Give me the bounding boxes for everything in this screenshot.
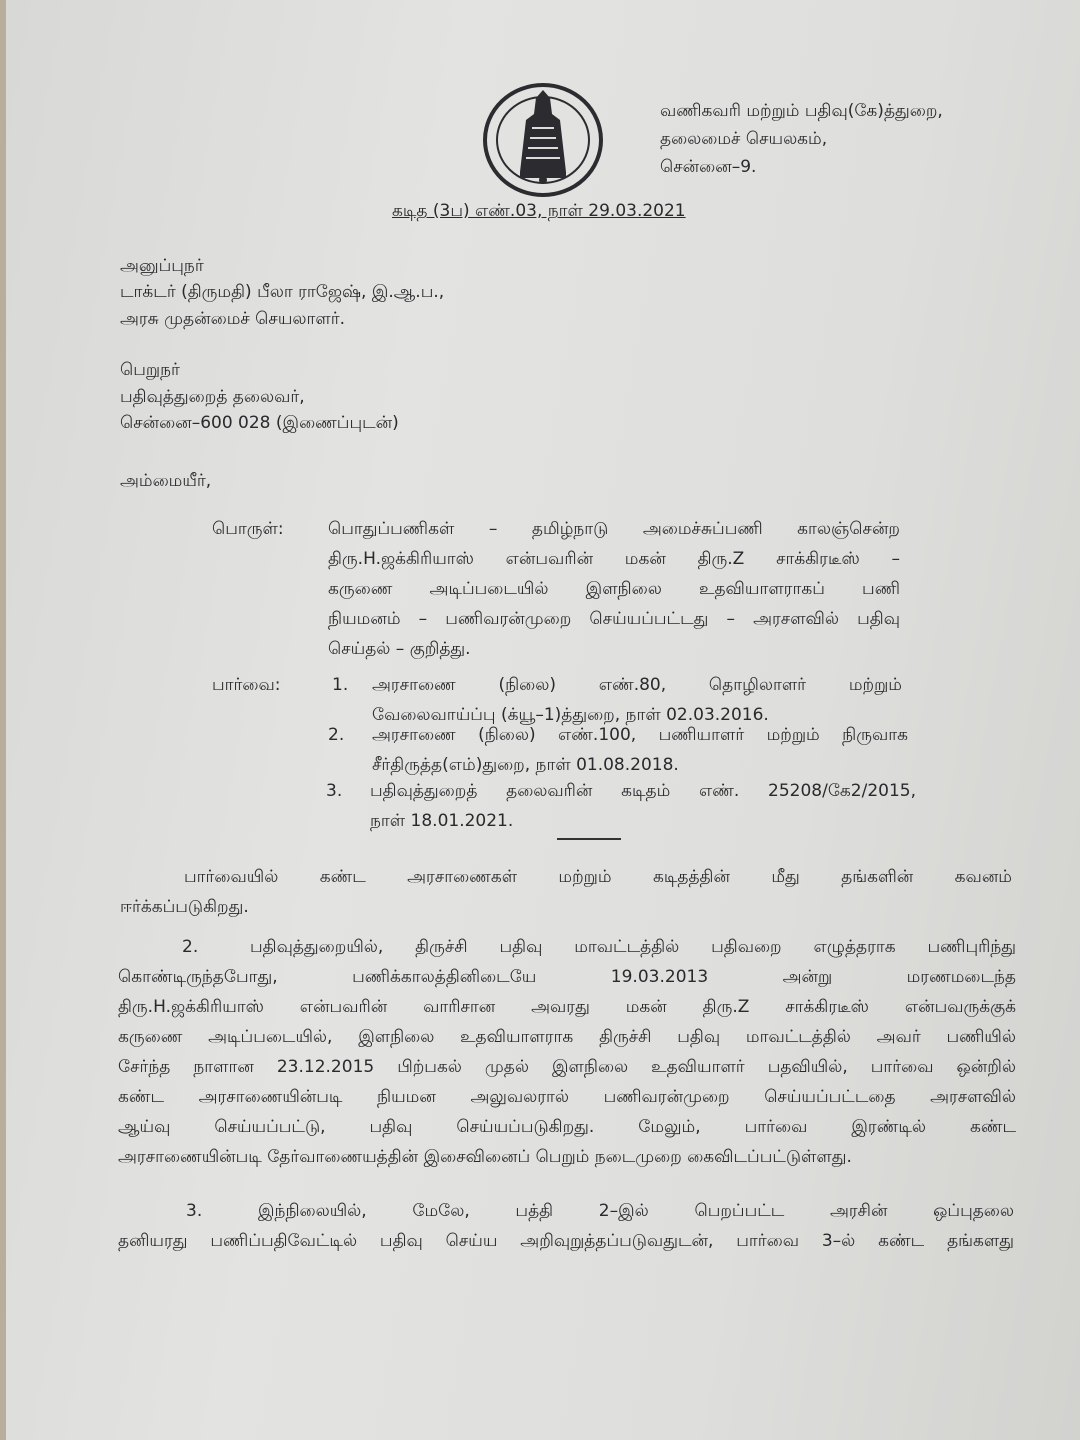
paragraph-1: பார்வையில் கண்ட அரசாணைகள் மற்றும் கடிதத்தின் மீது தங்களின் கவனம் ஈர்க்கப்படுகிறது. [120,867,1012,917]
sender-label: அனுப்புநர் [120,256,204,276]
reference-number: 2. [328,725,345,745]
recipient-label: பெறுநர் [120,360,180,380]
reference-item: அரசாணை (நிலை) எண்.100, பணியாளர் மற்றும் நிருவாக சீர்திருத்த(எம்)துறை, நாள் 01.08.2018. [372,725,908,775]
salutation: அம்மையீர், [120,471,212,491]
reference-number: 3. [326,781,343,801]
subject-text: பொதுப்பணிகள் – தமிழ்நாடு அமைச்சுப்பணி காலஞ்சென்ற திரு.H.ஜக்கிரியாஸ் என்பவரின் மகன் திரு.Z சாக்கிரடீஸ் – கருணை அடிப்படையில் இளநிலை உதவியாளராகப் பணி நியமனம் – பணிவரன்முறை செய்யப்பட்டது – அரசளவில் பதிவு செய்தல் – குறித்து. [328,519,900,659]
subject-label: பொருள்: [212,519,284,539]
reference-number: 1. [332,675,349,695]
office-name: தலைமைச் செயலகம், [660,129,828,149]
letter-reference: கடித (3ப) எண்.03, நாள் 29.03.2021 [392,201,686,221]
reference-item: பதிவுத்துறைத் தலைவரின் கடிதம் எண். 25208/கே2/2015, நாள் 18.01.2021. [370,781,916,831]
office-city: சென்னை–9. [660,157,757,177]
sender-designation: அரசு முதன்மைச் செயலாளர். [120,309,346,329]
recipient-designation: பதிவுத்துறைத் தலைவர், [120,387,305,407]
paragraph-3: இந்நிலையில், மேலே, பத்தி 2–இல் பெறப்பட்ட அரசின் ஒப்புதலை தனியரது பணிப்பதிவேட்டில் பதிவு செய்ய அறிவுறுத்தப்படுவதுடன், பார்வை 3–ல் கண்ட தங்களது [118,1201,1014,1251]
reference-item: அரசாணை (நிலை) எண்.80, தொழிலாளர் மற்றும் வேலைவாய்ப்பு (க்யூ–1)த்துறை, நாள் 02.03.2016. [372,675,902,725]
paragraph-number: 3. [186,1201,203,1221]
sender-name: டாக்டர் (திருமதி) பீலா ராஜேஷ், இ.ஆ.ப., [120,282,445,302]
separator-line [557,838,621,840]
paragraph-number: 2. [182,937,199,957]
recipient-address: சென்னை–600 028 (இணைப்புடன்) [120,413,399,433]
paragraph-2: பதிவுத்துறையில், திருச்சி பதிவு மாவட்டத்தில் பதிவறை எழுத்தராக பணிபுரிந்து கொண்டிருந்தபோது, பணிக்காலத்தினிடையே 19.03.2013 அன்று மரணமடைந்த திரு.H.ஜக்கிரியாஸ் என்பவரின் வாரிசான அவரது மகன் திரு.Z சாக்கிரடீஸ் என்பவருக்குக் கருணை அடிப்படையில், இளநிலை உதவியாளராக திருச்சி பதிவு மாவட்டத்தில் அவர் பணியில் சேர்ந்த நாளான 23.12.2015 பிற்பகல் முதல் இளநிலை உதவியாளர் பதவியில், பார்வை ஒன்றில் கண்ட அரசாணையின்படி நியமன அலுவலரால் பணிவரன்முறை செய்யப்பட்டதை அரசளவில் ஆய்வு செய்யப்பட்டு, பதிவு செய்யப்படுகிறது. மேலும், பார்வை இரண்டில் கண்ட அரசாணையின்படி தேர்வாணையத்தின் இசைவினைப் பெறும் நடைமுறை கைவிடப்பட்டுள்ளது. [118,937,1016,1167]
department-name: வணிகவரி மற்றும் பதிவு(கே)த்துறை, [660,101,943,121]
references-label: பார்வை: [212,675,281,695]
tamil-nadu-emblem-icon [480,80,606,200]
letter-page [6,0,1080,1440]
